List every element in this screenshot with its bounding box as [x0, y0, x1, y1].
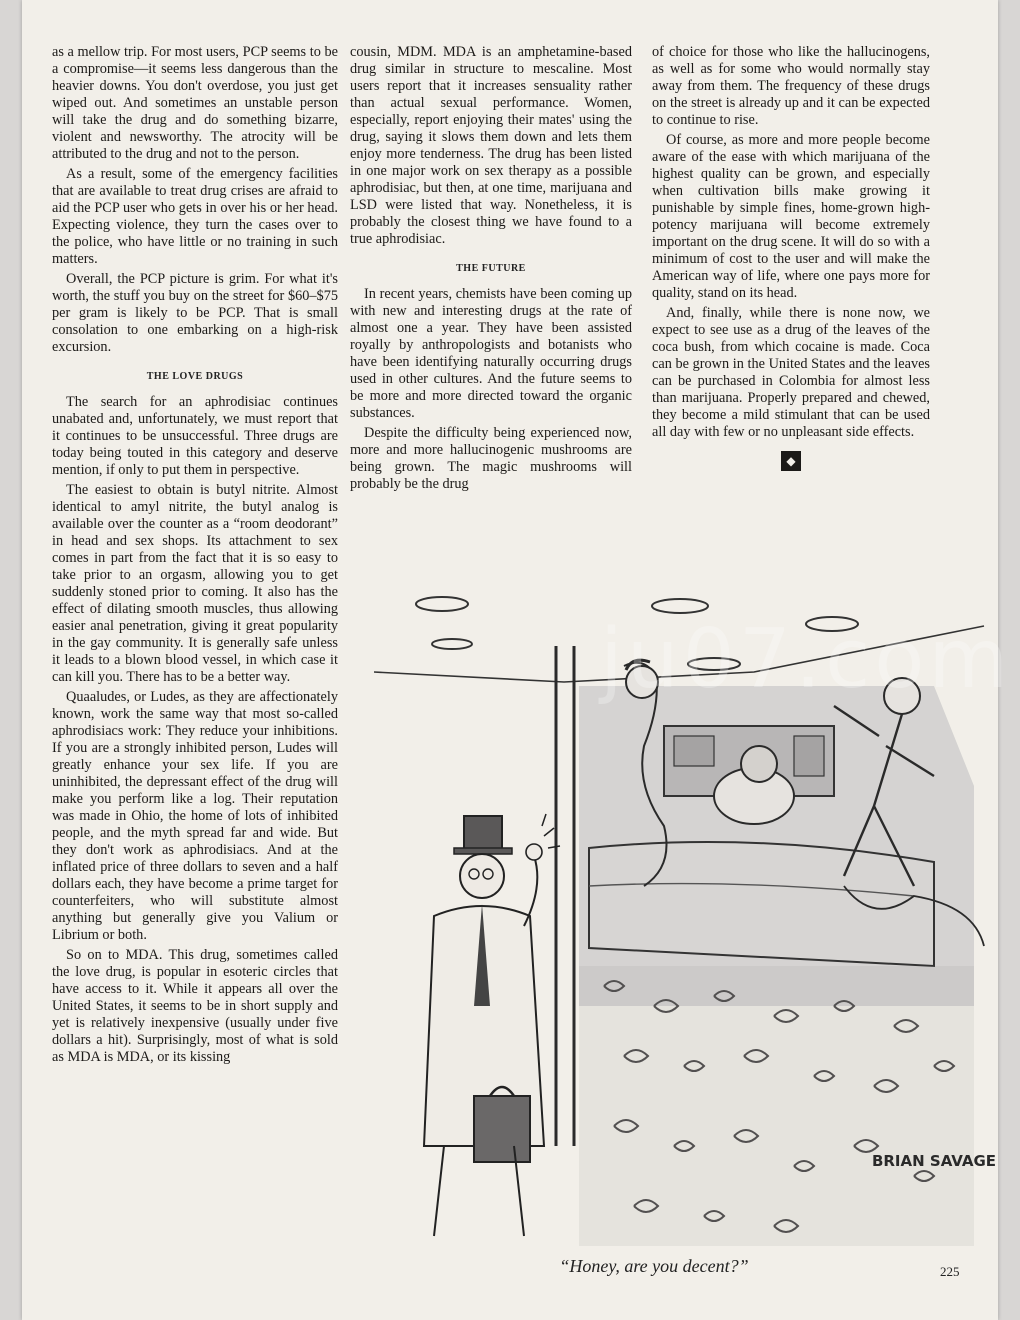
paragraph: of choice for those who like the hallucinogens, as well as for some who would normally stay away from them. The frequency of these drugs on the street is already up and it can be expected to continue to rise.: [652, 44, 930, 128]
text-column-2: [350, 44, 632, 496]
paragraph: The search for an aphrodisiac continues unabated and, unfortunately, we must report that it continues to be unsuccessful. Three drugs are today being touted in this category and deserve mention, if only to put them in perspective.: [52, 394, 338, 478]
magazine-page: [22, 0, 1013, 1320]
section-heading: THE LOVE DRUGS: [146, 371, 244, 382]
paragraph: Overall, the PCP picture is grim. For what it's worth, the stuff you buy on the street for $60–$75 per gram is likely to be PCP. That is small consolation to one embarking on a high-risk excursion.: [52, 271, 338, 355]
paragraph: In recent years, chemists have been coming up with new and interesting drugs at the rate of almost one a year. They have been assisted royally by anthropologists and botanists who have been identifying naturally occurring drugs used in other cultures. And the future seems to be more and more directed toward the organic substances.: [350, 286, 632, 421]
cartoon-illustration: [374, 586, 996, 1246]
text-column-1: [52, 44, 338, 1069]
section-heading: THE FUTURE: [456, 263, 526, 274]
watermark-text: ju07.com: [600, 612, 1013, 707]
paragraph: cousin, MDM. MDA is an amphetamine-based drug similar in structure to mescaline. Most users report that it increases sensuality rather than actual sexual performance. Women, especially, report enjoying their mates' using the drug, saying it slows them down and lets them enjoy more tenderness. The drug has been listed in one major work on sex therapy as a possible aphrodisiac, but then, at one time, marijuana and LSD were listed that way. Nonetheless, it is probably the closest thing we have found to a true aphrodisiac.: [350, 44, 632, 247]
text-column-3: [652, 44, 930, 471]
paragraph: As a result, some of the emergency facilities that are available to treat drug crises are afraid to aid the PCP user who gets in over his or her head. Expecting violence, they turn the cases over to the police, who have little or no training in such matters.: [52, 166, 338, 267]
paragraph: Of course, as more and more people become aware of the ease with which marijuana of the highest quality can be grown, and especially when cultivation bills make growing it punishable by simple fines, home-grown high-potency marijuana will become extremely important on the drug scene. It will do so with a minimum of cost to the user and will make the American way of life, where one pays more for quality, stand on its head.: [652, 132, 930, 301]
page-number: 225: [940, 1264, 960, 1279]
paragraph: The easiest to obtain is butyl nitrite. Almost identical to amyl nitrite, the butyl analog is available over the counter as a “room deodorant” in head and sex shops. Its attachment to sex comes in part from the fact that it is so easy to take prior to an orgasm, allowing you to get suddenly stoned prior to coming. It also has the effect of dilating smooth muscles, thus allowing easier anal penetration, giving it great popularity in the gay community. It is generally safe unless it leads to a blown blood vessel, in which case it can kill you. There has to be a better way.: [52, 482, 338, 685]
paragraph: And, finally, while there is none now, we expect to see use as a drug of the leaves of the coca bush, from which cocaine is made. Coca can be grown in the United States and the leaves can be purchased in Colombia for almost less than marijuana. Properly prepared and chewed, they become a mild stimulant that can be used all day with few or no unpleasant side effects.: [652, 305, 930, 440]
artist-signature: BRIAN SAVAGE: [871, 1152, 996, 1170]
paragraph: as a mellow trip. For most users, PCP seems to be a compromise—it seems less dangerous than the heavier downs. You don't overdose, you just get wiped out. And sometimes an unstable person will take the drug and do something bizarre, violent and newsworthy. The atrocity will be attributed to the drug and not to the person.: [52, 44, 338, 162]
paragraph: Despite the difficulty being experienced now, more and more hallucinogenic mushrooms are being grown. The magic mushrooms will probably be the drug: [350, 425, 632, 492]
paragraph: So on to MDA. This drug, sometimes called the love drug, is popular in esoteric circles that have access to it. While it appears all over the United States, it seems to be in short supply and yet is relatively inexpensive (usually under five dollars a hit). Surprisingly, most of what is sold as MDA is MDA, or its kissing: [52, 947, 338, 1065]
cartoon-caption: “Honey, are you decent?”: [559, 1256, 749, 1276]
paragraph: Quaaludes, or Ludes, as they are affectionately known, work the same way that most so-called aphrodisiacs work: They reduce your inhibitions. If you are a strongly inhibited person, Ludes will greatly enhance your sex life. If you are uninhibited, the depressant effect of the drug will make you perform like a log. Their reputation was made in Ohio, the home of lots of inhibited people, and the myth spread far and wide. But they don't work as aphrodisiacs. And at the inflated price of three dollars to seven and a half dollars each, they have become a prime target for counterfeiters, who will substitute almost anything but generally give you Valium or Librium or both.: [52, 689, 338, 943]
rabbit-head-icon: ◆: [781, 451, 801, 471]
